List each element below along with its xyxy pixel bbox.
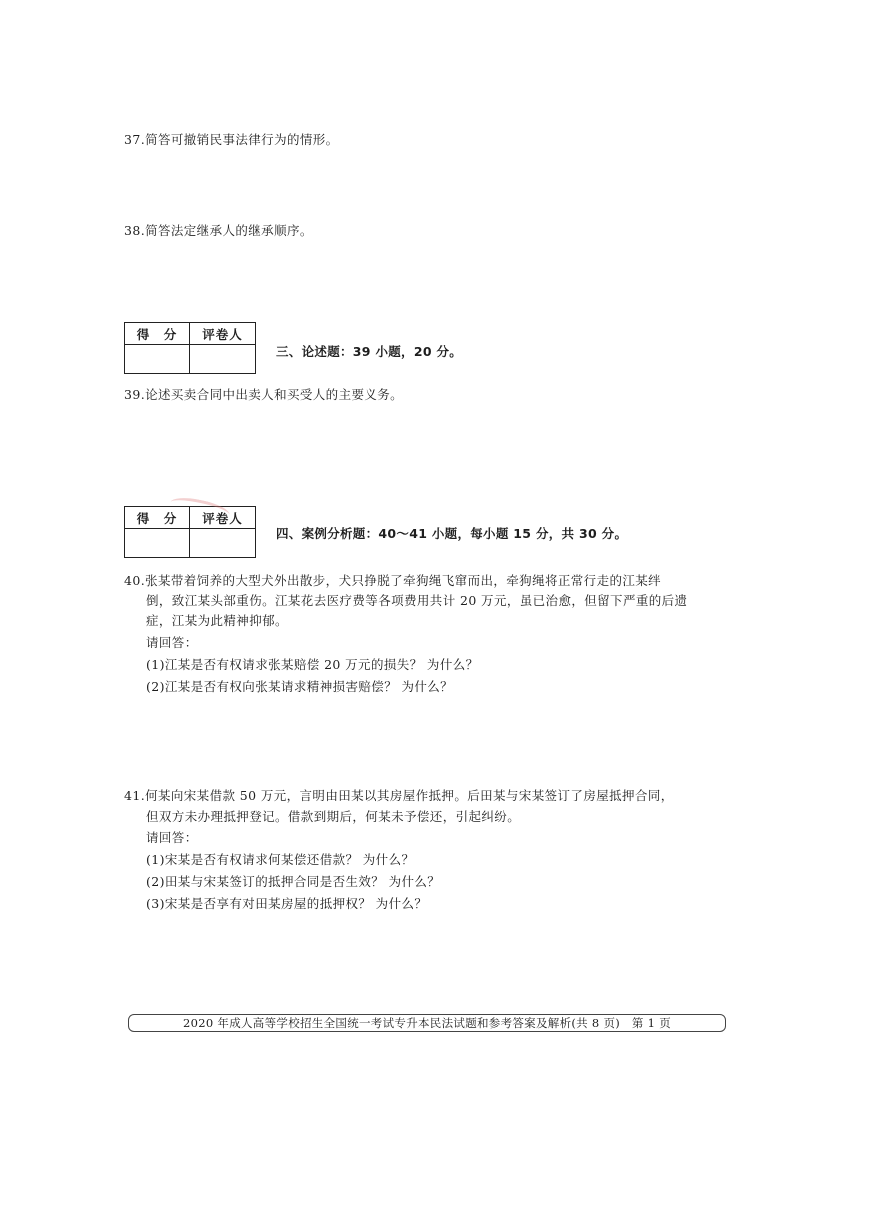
question-40-prompt: 请回答： — [146, 635, 198, 650]
question-38: 38.简答法定继承人的继承顺序。 — [124, 223, 313, 238]
grader-label: 评卷人 — [190, 323, 255, 345]
question-40-line-2: 倒，致江某头部重伤。江某花去医疗费等各项费用共计 20 万元，虽已治愈，但留下严重的后遗 — [146, 593, 688, 608]
score-field[interactable] — [125, 529, 190, 557]
question-41-sub-2: (2)田某与宋某签订的抵押合同是否生效？ 为什么？ — [146, 874, 441, 889]
grader-field[interactable] — [190, 529, 255, 557]
score-box-section-3 — [124, 322, 256, 374]
question-41-sub-3: (3)宋某是否享有对田某房屋的抵押权？ 为什么？ — [146, 896, 428, 911]
section-4-title: 四、案例分析题：40～41 小题，每小题 15 分，共 30 分。 — [276, 526, 628, 541]
question-41-line-2: 但双方未办理抵押登记。借款到期后，何某未予偿还，引起纠纷。 — [146, 809, 521, 824]
question-37: 37.简答可撤销民事法律行为的情形。 — [124, 132, 339, 147]
question-40-sub-2: (2)江某是否有权向张某请求精神损害赔偿？ 为什么？ — [146, 679, 454, 694]
question-41-sub-1: (1)宋某是否有权请求何某偿还借款？ 为什么？ — [146, 852, 415, 867]
question-41-line-1: 41.何某向宋某借款 50 万元，言明由田某以其房屋作抵押。后田某与宋某签订了房屋抵押合同， — [124, 788, 674, 803]
section-3-title: 三、论述题：39 小题，20 分。 — [276, 344, 463, 359]
grader-label: 评卷人 — [190, 507, 255, 529]
question-39: 39.论述买卖合同中出卖人和买受人的主要义务。 — [124, 387, 404, 402]
question-40-sub-1: (1)江某是否有权请求张某赔偿 20 万元的损失？ 为什么？ — [146, 657, 479, 672]
question-40-line-1: 40.张某带着饲养的大型犬外出散步，犬只挣脱了牵狗绳飞窜而出，牵狗绳将正常行走的江某绊 — [124, 573, 662, 588]
score-label: 得 分 — [125, 507, 190, 529]
grader-field[interactable] — [190, 345, 255, 373]
question-40-line-3: 症，江某为此精神抑郁。 — [146, 613, 288, 628]
page-footer: 2020 年成人高等学校招生全国统一考试专升本民法试题和参考答案及解析(共 8 页) 第 1 页 — [128, 1014, 726, 1032]
score-field[interactable] — [125, 345, 190, 373]
score-label: 得 分 — [125, 323, 190, 345]
question-41-prompt: 请回答： — [146, 830, 198, 845]
